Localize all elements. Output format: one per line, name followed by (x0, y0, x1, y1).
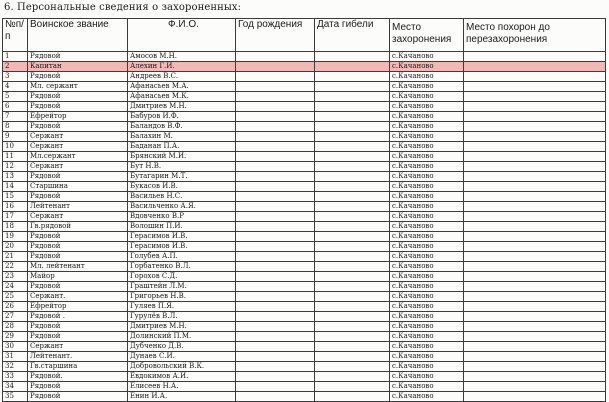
row-death-date (315, 162, 390, 172)
row-previous-place (464, 132, 606, 142)
row-num: 12 (3, 162, 28, 172)
header-death-date: Дата гибели (315, 19, 390, 52)
row-name: Долинский П.М. (128, 332, 236, 342)
row-previous-place (464, 112, 606, 122)
table-row (3, 332, 606, 342)
row-birth-year (236, 292, 315, 302)
row-death-date (315, 272, 390, 282)
row-num: 20 (3, 242, 28, 252)
row-previous-place (464, 152, 606, 162)
row-rank: Рядовой (28, 232, 128, 242)
row-death-date (315, 142, 390, 152)
row-birth-year (236, 202, 315, 212)
row-burial-place: с.Качаново (390, 182, 464, 192)
header-num: №п/ п (3, 19, 28, 52)
row-death-date (315, 192, 390, 202)
row-num: 15 (3, 192, 28, 202)
row-burial-place: с.Качаново (390, 162, 464, 172)
row-birth-year (236, 172, 315, 182)
row-rank: Мл. лейтенант (28, 262, 128, 272)
row-death-date (315, 302, 390, 312)
row-burial-place: с.Качаново (390, 282, 464, 292)
row-previous-place (464, 92, 606, 102)
section-title: 6. Персональные сведения о захороненных: (4, 2, 242, 13)
row-birth-year (236, 182, 315, 192)
row-name: Дмитриев М.Н. (128, 322, 236, 332)
row-rank: Сержант (28, 162, 128, 172)
row-previous-place (464, 292, 606, 302)
row-name: Гурулёв В.Л. (128, 312, 236, 322)
table-row (3, 302, 606, 312)
row-birth-year (236, 122, 315, 132)
row-birth-year (236, 352, 315, 362)
row-burial-place: с.Качаново (390, 332, 464, 342)
row-name: Бабуров И.Ф. (128, 112, 236, 122)
header-previous-place: Место похорон до перезахоронения (464, 19, 606, 52)
row-num: 33 (3, 372, 28, 382)
row-rank: Гв.рядовой (28, 222, 128, 232)
row-rank: Рядовой (28, 252, 128, 262)
row-num: 26 (3, 302, 28, 312)
row-rank: Сержант (28, 142, 128, 152)
row-rank: Рядовой (28, 72, 128, 82)
table-row (3, 352, 606, 362)
row-name: Амосов М.Н. (128, 52, 236, 62)
row-death-date (315, 112, 390, 122)
row-name: Горохов С.Д. (128, 272, 236, 282)
row-rank: Лейтенант (28, 202, 128, 212)
header-birth-year: Год рождения (236, 19, 315, 52)
row-burial-place: с.Качаново (390, 132, 464, 142)
row-previous-place (464, 142, 606, 152)
row-previous-place (464, 262, 606, 272)
row-burial-place: с.Качаново (390, 212, 464, 222)
row-birth-year (236, 52, 315, 62)
row-rank: Рядовой . (28, 312, 128, 322)
row-previous-place (464, 222, 606, 232)
row-burial-place: с.Качаново (390, 102, 464, 112)
row-burial-place: с.Качаново (390, 72, 464, 82)
row-name: Дунаев С.И. (128, 352, 236, 362)
row-rank: Рядовой. (28, 372, 128, 382)
row-rank: Рядовой (28, 242, 128, 252)
row-num: 9 (3, 132, 28, 142)
table-row (3, 362, 606, 372)
row-burial-place: с.Качаново (390, 232, 464, 242)
row-num: 23 (3, 272, 28, 282)
row-name: Андреев В.С. (128, 72, 236, 82)
row-rank: Рядовой (28, 92, 128, 102)
row-burial-place: с.Качаново (390, 312, 464, 322)
row-name: Баландов В.Ф. (128, 122, 236, 132)
row-birth-year (236, 272, 315, 282)
row-name: Афанасьев М.А. (128, 82, 236, 92)
row-death-date (315, 262, 390, 272)
row-rank: Рядовой (28, 282, 128, 292)
row-previous-place (464, 322, 606, 332)
row-birth-year (236, 372, 315, 382)
table-row (3, 382, 606, 392)
row-rank: Рядовой (28, 382, 128, 392)
row-death-date (315, 102, 390, 112)
row-num: 17 (3, 212, 28, 222)
row-previous-place (464, 302, 606, 312)
row-name: Гуляев П.Я. (128, 302, 236, 312)
row-birth-year (236, 362, 315, 372)
row-birth-year (236, 282, 315, 292)
row-birth-year (236, 232, 315, 242)
row-num: 31 (3, 352, 28, 362)
table-row (3, 182, 606, 192)
table-row (3, 222, 606, 232)
row-num: 19 (3, 232, 28, 242)
row-name: Балахин М. (128, 132, 236, 142)
row-num: 32 (3, 362, 28, 372)
row-rank: Рядовой (28, 332, 128, 342)
row-previous-place (464, 122, 606, 132)
table-row (3, 342, 606, 352)
row-death-date (315, 132, 390, 142)
row-previous-place (464, 242, 606, 252)
row-birth-year (236, 262, 315, 272)
row-name: Бутагарин М.Т. (128, 172, 236, 182)
table-row (3, 322, 606, 332)
row-previous-place (464, 232, 606, 242)
row-previous-place (464, 202, 606, 212)
table-row (3, 232, 606, 242)
row-rank: Рядовой (28, 322, 128, 332)
row-burial-place: с.Качаново (390, 302, 464, 312)
row-burial-place: с.Качаново (390, 172, 464, 182)
row-previous-place (464, 212, 606, 222)
table-row (3, 202, 606, 212)
row-previous-place (464, 192, 606, 202)
header-burial-place: Место захоронения (390, 19, 464, 52)
row-burial-place: с.Качаново (390, 62, 464, 72)
row-burial-place: с.Качаново (390, 82, 464, 92)
row-num: 29 (3, 332, 28, 342)
row-num: 13 (3, 172, 28, 182)
row-death-date (315, 62, 390, 72)
table-row (3, 102, 606, 112)
row-burial-place: с.Качаново (390, 382, 464, 392)
row-death-date (315, 252, 390, 262)
header-name: Ф.И.О. (128, 19, 236, 52)
row-name: Голубев А.П. (128, 252, 236, 262)
row-death-date (315, 152, 390, 162)
row-rank: Рядовой (28, 52, 128, 62)
row-num: 14 (3, 182, 28, 192)
row-birth-year (236, 332, 315, 342)
row-previous-place (464, 52, 606, 62)
row-birth-year (236, 142, 315, 152)
row-birth-year (236, 252, 315, 262)
row-num: 1 (3, 52, 28, 62)
table-row (3, 392, 606, 402)
row-rank: Майор (28, 272, 128, 282)
row-num: 8 (3, 122, 28, 132)
row-burial-place: с.Качаново (390, 352, 464, 362)
row-birth-year (236, 112, 315, 122)
row-previous-place (464, 182, 606, 192)
row-burial-place: с.Качаново (390, 142, 464, 152)
row-previous-place (464, 82, 606, 92)
burials-table (2, 18, 606, 402)
row-birth-year (236, 162, 315, 172)
row-num: 35 (3, 392, 28, 402)
table-row (3, 252, 606, 262)
row-name: Букасов И.В. (128, 182, 236, 192)
row-rank: Лейтенант. (28, 352, 128, 362)
row-num: 6 (3, 102, 28, 112)
table-row (3, 82, 606, 92)
row-num: 4 (3, 82, 28, 92)
row-burial-place: с.Качаново (390, 122, 464, 132)
table-row (3, 292, 606, 302)
row-num: 27 (3, 312, 28, 322)
row-death-date (315, 342, 390, 352)
row-num: 3 (3, 72, 28, 82)
row-previous-place (464, 342, 606, 352)
row-num: 25 (3, 292, 28, 302)
row-birth-year (236, 132, 315, 142)
row-birth-year (236, 152, 315, 162)
row-name: Баданан П.А. (128, 142, 236, 152)
row-num: 30 (3, 342, 28, 352)
row-name: Брянский М.И. (128, 152, 236, 162)
row-death-date (315, 392, 390, 402)
table-body (3, 52, 606, 402)
row-name: Елисеев Н.А. (128, 382, 236, 392)
row-previous-place (464, 282, 606, 292)
row-rank: Рядовой (28, 102, 128, 112)
row-death-date (315, 292, 390, 302)
table-row (3, 92, 606, 102)
row-previous-place (464, 362, 606, 372)
row-death-date (315, 312, 390, 322)
row-previous-place (464, 332, 606, 342)
row-death-date (315, 282, 390, 292)
row-name: Вдовченко В.Р (128, 212, 236, 222)
row-num: 7 (3, 112, 28, 122)
row-rank: Старшина (28, 182, 128, 192)
row-name: Васильченко А.Я. (128, 202, 236, 212)
row-num: 34 (3, 382, 28, 392)
row-num: 24 (3, 282, 28, 292)
row-name: Евдокимов А.И. (128, 372, 236, 382)
row-num: 11 (3, 152, 28, 162)
row-burial-place: с.Качаново (390, 252, 464, 262)
row-num: 5 (3, 92, 28, 102)
table-row (3, 262, 606, 272)
row-num: 21 (3, 252, 28, 262)
table-row (3, 242, 606, 252)
row-death-date (315, 372, 390, 382)
table-row (3, 192, 606, 202)
row-name: Григорьев Н.В. (128, 292, 236, 302)
row-name: Енин И.А. (128, 392, 236, 402)
row-name: Алехин Г.И. (128, 62, 236, 72)
row-death-date (315, 122, 390, 132)
row-name: Дмитриев М.Н. (128, 102, 236, 112)
row-previous-place (464, 62, 606, 72)
row-burial-place: с.Качаново (390, 52, 464, 62)
row-num: 10 (3, 142, 28, 152)
row-burial-place: с.Качаново (390, 262, 464, 272)
row-rank: Сержант (28, 342, 128, 352)
row-previous-place (464, 252, 606, 262)
table-row (3, 142, 606, 152)
row-birth-year (236, 242, 315, 252)
row-burial-place: с.Качаново (390, 92, 464, 102)
row-rank: Ефрейтор (28, 302, 128, 312)
row-birth-year (236, 82, 315, 92)
row-death-date (315, 172, 390, 182)
row-burial-place: с.Качаново (390, 322, 464, 332)
row-death-date (315, 72, 390, 82)
row-previous-place (464, 102, 606, 112)
row-birth-year (236, 72, 315, 82)
row-burial-place: с.Качаново (390, 272, 464, 282)
row-death-date (315, 212, 390, 222)
row-burial-place: с.Качаново (390, 372, 464, 382)
row-num: 2 (3, 62, 28, 72)
row-rank: Рядовой (28, 392, 128, 402)
row-death-date (315, 202, 390, 212)
row-burial-place: с.Качаново (390, 112, 464, 122)
row-death-date (315, 92, 390, 102)
row-name: Горбатенко В.Л. (128, 262, 236, 272)
row-name: Дубченко Д.В. (128, 342, 236, 352)
row-name: Граштейн Л.М. (128, 282, 236, 292)
table-row (3, 172, 606, 182)
row-name: Герасимов И.В. (128, 232, 236, 242)
row-name: Герасимов И.В. (128, 242, 236, 252)
row-burial-place: с.Качаново (390, 342, 464, 352)
row-rank: Сержант. (28, 292, 128, 302)
row-birth-year (236, 222, 315, 232)
row-name: Добровольский В.К. (128, 362, 236, 372)
row-death-date (315, 52, 390, 62)
table-row (3, 272, 606, 282)
row-name: Волошин П.И. (128, 222, 236, 232)
row-rank: Мл. сержант (28, 82, 128, 92)
row-death-date (315, 242, 390, 252)
row-previous-place (464, 272, 606, 282)
row-birth-year (236, 212, 315, 222)
row-rank: Мл.сержант (28, 152, 128, 162)
table-row (3, 122, 606, 132)
table-row (3, 212, 606, 222)
row-death-date (315, 82, 390, 92)
row-rank: Рядовой (28, 172, 128, 182)
row-death-date (315, 382, 390, 392)
table-row (3, 112, 606, 122)
row-birth-year (236, 392, 315, 402)
row-name: Васильев Н.С. (128, 192, 236, 202)
row-num: 28 (3, 322, 28, 332)
row-burial-place: с.Качаново (390, 292, 464, 302)
row-burial-place: с.Качаново (390, 152, 464, 162)
table-row (3, 52, 606, 62)
row-birth-year (236, 192, 315, 202)
row-birth-year (236, 302, 315, 312)
row-previous-place (464, 172, 606, 182)
row-death-date (315, 352, 390, 362)
row-rank: Рядовой (28, 122, 128, 132)
table-row (3, 162, 606, 172)
row-death-date (315, 322, 390, 332)
row-previous-place (464, 372, 606, 382)
row-birth-year (236, 102, 315, 112)
header-rank: Воинское звание (28, 19, 128, 52)
row-rank: Сержант (28, 212, 128, 222)
row-death-date (315, 362, 390, 372)
table-row (3, 372, 606, 382)
row-burial-place: с.Качаново (390, 392, 464, 402)
table-row (3, 132, 606, 142)
row-previous-place (464, 312, 606, 322)
row-num: 18 (3, 222, 28, 232)
row-rank: Сержант (28, 132, 128, 142)
row-previous-place (464, 392, 606, 402)
row-previous-place (464, 382, 606, 392)
row-rank: Ефрейтор (28, 112, 128, 122)
table-row (3, 152, 606, 162)
row-burial-place: с.Качаново (390, 192, 464, 202)
row-name: Бут Н.В. (128, 162, 236, 172)
row-rank: Рядовой (28, 192, 128, 202)
row-burial-place: с.Качаново (390, 362, 464, 372)
table-row (3, 282, 606, 292)
row-death-date (315, 222, 390, 232)
row-death-date (315, 182, 390, 192)
row-death-date (315, 232, 390, 242)
row-birth-year (236, 382, 315, 392)
row-birth-year (236, 322, 315, 332)
row-birth-year (236, 312, 315, 322)
row-death-date (315, 332, 390, 342)
table-row (3, 72, 606, 82)
table-row (3, 62, 606, 72)
row-rank: Капитан (28, 62, 128, 72)
row-burial-place: с.Качаново (390, 222, 464, 232)
row-previous-place (464, 72, 606, 82)
row-num: 16 (3, 202, 28, 212)
row-burial-place: с.Качаново (390, 202, 464, 212)
row-name: Афанасьев М.К. (128, 92, 236, 102)
row-birth-year (236, 342, 315, 352)
row-rank: Гв.старшина (28, 362, 128, 372)
row-birth-year (236, 62, 315, 72)
row-burial-place: с.Качаново (390, 242, 464, 252)
table-row (3, 312, 606, 322)
row-previous-place (464, 162, 606, 172)
row-previous-place (464, 352, 606, 362)
row-num: 22 (3, 262, 28, 272)
row-birth-year (236, 92, 315, 102)
table-header-row (3, 19, 606, 52)
